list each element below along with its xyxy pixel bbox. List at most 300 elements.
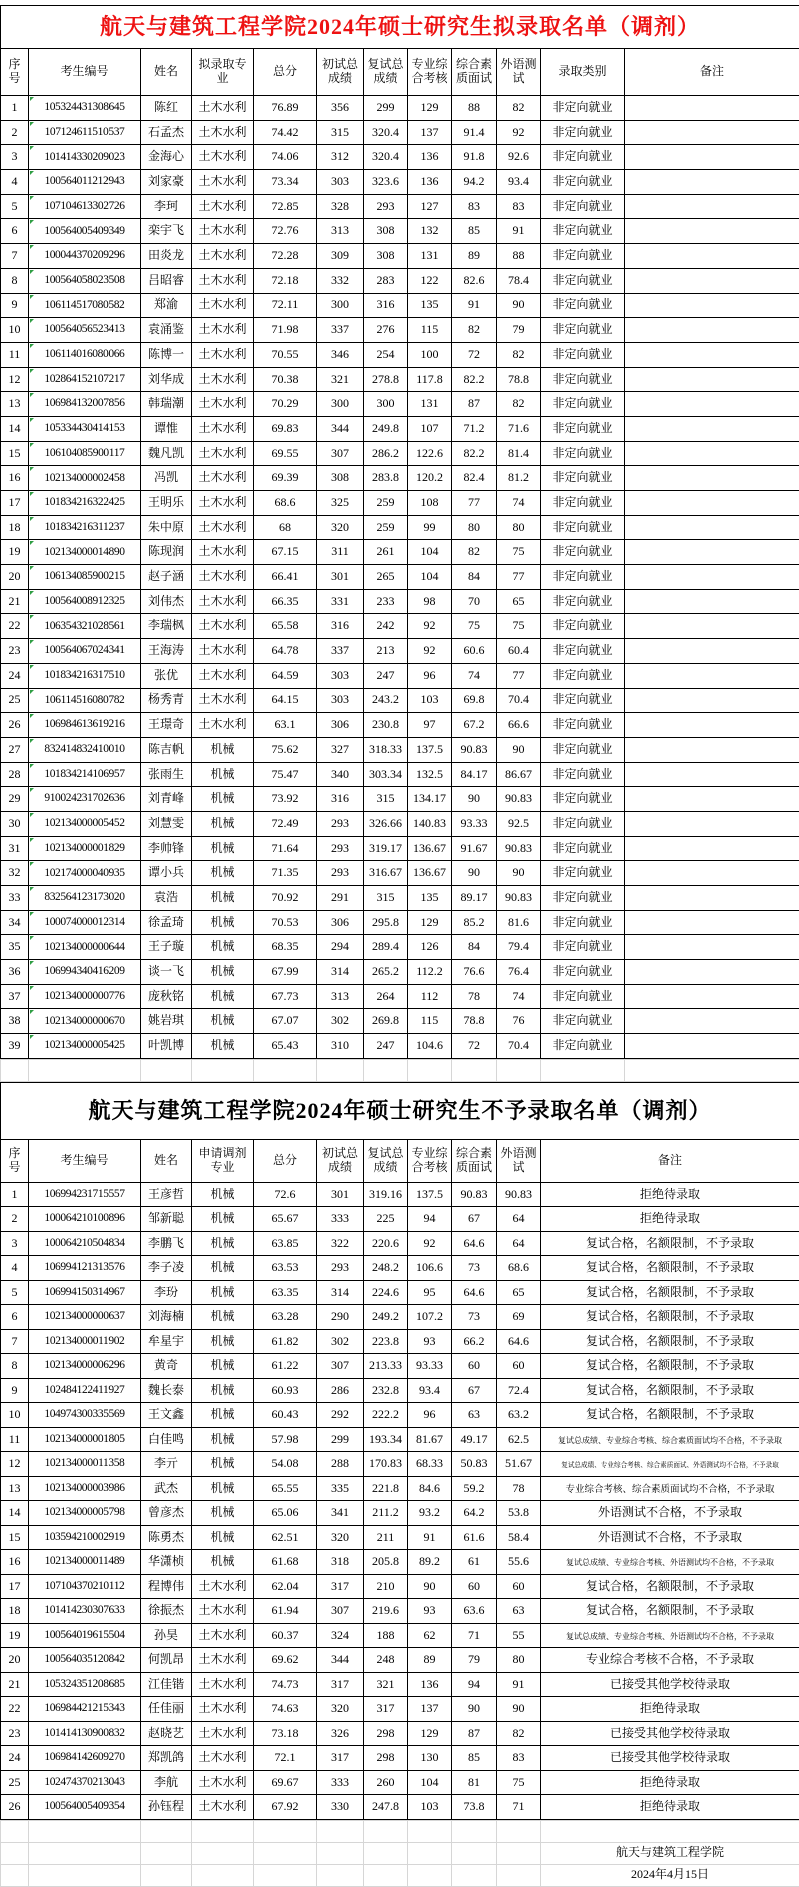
cell-quality-interview: 84 xyxy=(452,935,497,960)
empty-cell xyxy=(254,1864,317,1886)
stored-as-text-flag-icon xyxy=(30,936,34,940)
cell-initial-test-score: 306 xyxy=(317,713,364,738)
cell-name: 李航 xyxy=(141,1770,192,1795)
table-row xyxy=(1,1427,799,1452)
cell-major: 土木水利 xyxy=(192,663,254,688)
cell-total-score: 73.92 xyxy=(254,787,317,812)
cell-retest-score: 319.17 xyxy=(364,836,408,861)
cell-foreign-language-test: 53.8 xyxy=(497,1501,541,1526)
cell-foreign-language-test: 75 xyxy=(497,540,541,565)
cell-professional-assessment: 112.2 xyxy=(408,960,452,985)
cell-professional-assessment: 129 xyxy=(408,910,452,935)
cell-initial-test-score: 316 xyxy=(317,614,364,639)
cell-foreign-language-test: 88 xyxy=(497,244,541,269)
cell-seq: 10 xyxy=(1,318,29,343)
table2-title-row xyxy=(1,1082,799,1139)
cell-quality-interview: 67.2 xyxy=(452,713,497,738)
cell-name: 刘慧雯 xyxy=(141,811,192,836)
empty-cell xyxy=(192,1864,254,1886)
cell-name: 郑渝 xyxy=(141,293,192,318)
column-header: 备注 xyxy=(625,49,799,96)
cell-seq: 27 xyxy=(1,737,29,762)
cell-professional-assessment: 137 xyxy=(408,1697,452,1722)
cell-retest-score: 243.2 xyxy=(364,688,408,713)
cell-name: 孙钰程 xyxy=(141,1795,192,1820)
cell-initial-test-score: 318 xyxy=(317,1550,364,1575)
cell-professional-assessment: 126 xyxy=(408,935,452,960)
cell-quality-interview: 91.4 xyxy=(452,120,497,145)
cell-foreign-language-test: 82 xyxy=(497,1721,541,1746)
cell-admission-category: 非定向就业 xyxy=(541,663,625,688)
footer-date-row xyxy=(1,1864,799,1886)
cell-initial-test-score: 301 xyxy=(317,565,364,590)
cell-remark: 外语测试不合格，不予录取 xyxy=(541,1525,799,1550)
cell-quality-interview: 85 xyxy=(452,1746,497,1771)
cell-remark: 外语测试不合格，不予录取 xyxy=(541,1501,799,1526)
table-row xyxy=(1,811,799,836)
cell-professional-assessment: 137.5 xyxy=(408,737,452,762)
cell-remark: 复试合格，名额限制，不予录取 xyxy=(541,1256,799,1281)
cell-major: 机械 xyxy=(192,1550,254,1575)
cell-total-score: 65.43 xyxy=(254,1034,317,1059)
cell-candidate-id: 106994121313576 xyxy=(29,1256,141,1281)
cell-initial-test-score: 301 xyxy=(317,1182,364,1207)
cell-remark: 专业综合考核不合格，不予录取 xyxy=(541,1648,799,1673)
cell-total-score: 65.06 xyxy=(254,1501,317,1526)
cell-professional-assessment: 89.2 xyxy=(408,1550,452,1575)
cell-admission-category: 非定向就业 xyxy=(541,960,625,985)
stored-as-text-flag-icon xyxy=(30,887,34,891)
cell-admission-category: 非定向就业 xyxy=(541,589,625,614)
cell-quality-interview: 91 xyxy=(452,293,497,318)
cell-retest-score: 219.6 xyxy=(364,1599,408,1624)
cell-quality-interview: 67 xyxy=(452,1378,497,1403)
empty-cell xyxy=(1,1864,29,1886)
cell-major: 土木水利 xyxy=(192,244,254,269)
cell-initial-test-score: 292 xyxy=(317,1403,364,1428)
cell-foreign-language-test: 62.5 xyxy=(497,1427,541,1452)
cell-total-score: 76.89 xyxy=(254,96,317,121)
cell-quality-interview: 78.8 xyxy=(452,1009,497,1034)
stored-as-text-flag-icon xyxy=(30,591,34,595)
cell-professional-assessment: 140.83 xyxy=(408,811,452,836)
cell-foreign-language-test: 90 xyxy=(497,737,541,762)
cell-name: 姚岩琪 xyxy=(141,1009,192,1034)
table-row xyxy=(1,194,799,219)
cell-admission-category: 非定向就业 xyxy=(541,293,625,318)
cell-foreign-language-test: 81.2 xyxy=(497,466,541,491)
cell-remark xyxy=(625,713,799,738)
cell-major: 机械 xyxy=(192,1501,254,1526)
cell-total-score: 70.55 xyxy=(254,342,317,367)
cell-seq: 33 xyxy=(1,886,29,911)
cell-total-score: 69.55 xyxy=(254,441,317,466)
cell-candidate-id: 101834214106957 xyxy=(29,762,141,787)
cell-quality-interview: 88 xyxy=(452,96,497,121)
cell-quality-interview: 73 xyxy=(452,1256,497,1281)
cell-quality-interview: 66.2 xyxy=(452,1329,497,1354)
stored-as-text-flag-icon xyxy=(30,270,34,274)
cell-foreign-language-test: 82 xyxy=(497,392,541,417)
table-row xyxy=(1,1721,799,1746)
cell-candidate-id: 100564056523413 xyxy=(29,318,141,343)
empty-cell xyxy=(29,1059,141,1081)
cell-initial-test-score: 286 xyxy=(317,1378,364,1403)
cell-candidate-id: 100564067024341 xyxy=(29,639,141,664)
empty-cell xyxy=(192,1820,254,1842)
cell-total-score: 67.73 xyxy=(254,984,317,1009)
cell-candidate-id: 105324351208685 xyxy=(29,1672,141,1697)
cell-initial-test-score: 311 xyxy=(317,540,364,565)
empty-cell xyxy=(625,1059,799,1081)
stored-as-text-flag-icon xyxy=(30,862,34,866)
cell-retest-score: 221.8 xyxy=(364,1476,408,1501)
table-row xyxy=(1,960,799,985)
cell-initial-test-score: 331 xyxy=(317,589,364,614)
cell-foreign-language-test: 76 xyxy=(497,1009,541,1034)
cell-remark: 拒绝待录取 xyxy=(541,1182,799,1207)
cell-foreign-language-test: 79.4 xyxy=(497,935,541,960)
cell-professional-assessment: 136 xyxy=(408,145,452,170)
cell-quality-interview: 59.2 xyxy=(452,1476,497,1501)
cell-initial-test-score: 337 xyxy=(317,318,364,343)
cell-name: 袁涌鉴 xyxy=(141,318,192,343)
cell-total-score: 63.28 xyxy=(254,1305,317,1330)
cell-admission-category: 非定向就业 xyxy=(541,639,625,664)
cell-retest-score: 247.8 xyxy=(364,1795,408,1820)
cell-candidate-id: 102134000001805 xyxy=(29,1427,141,1452)
cell-professional-assessment: 132.5 xyxy=(408,762,452,787)
cell-initial-test-score: 324 xyxy=(317,1623,364,1648)
cell-foreign-language-test: 86.67 xyxy=(497,762,541,787)
cell-admission-category: 非定向就业 xyxy=(541,762,625,787)
cell-candidate-id: 102864152107217 xyxy=(29,367,141,392)
cell-professional-assessment: 92 xyxy=(408,639,452,664)
cell-candidate-id: 910024231702636 xyxy=(29,787,141,812)
cell-remark xyxy=(625,170,799,195)
cell-seq: 8 xyxy=(1,268,29,293)
cell-remark xyxy=(625,910,799,935)
table-row xyxy=(1,540,799,565)
cell-foreign-language-test: 90.83 xyxy=(497,787,541,812)
cell-candidate-id: 101834216311237 xyxy=(29,515,141,540)
cell-remark: 拒绝待录取 xyxy=(541,1770,799,1795)
cell-admission-category: 非定向就业 xyxy=(541,392,625,417)
empty-cell xyxy=(1,1820,29,1842)
cell-retest-score: 210 xyxy=(364,1574,408,1599)
cell-professional-assessment: 127 xyxy=(408,194,452,219)
cell-quality-interview: 80 xyxy=(452,515,497,540)
cell-remark: 拒绝待录取 xyxy=(541,1207,799,1232)
cell-name: 张雨生 xyxy=(141,762,192,787)
column-header: 总分 xyxy=(254,1139,317,1182)
cell-total-score: 62.51 xyxy=(254,1525,317,1550)
cell-seq: 20 xyxy=(1,1648,29,1673)
cell-major: 土木水利 xyxy=(192,1648,254,1673)
table-row xyxy=(1,762,799,787)
cell-retest-score: 193.34 xyxy=(364,1427,408,1452)
cell-seq: 2 xyxy=(1,120,29,145)
cell-professional-assessment: 81.67 xyxy=(408,1427,452,1452)
stored-as-text-flag-icon xyxy=(30,344,34,348)
cell-total-score: 54.08 xyxy=(254,1452,317,1477)
cell-name: 白佳鸣 xyxy=(141,1427,192,1452)
table1-title-row xyxy=(1,6,799,49)
cell-initial-test-score: 333 xyxy=(317,1207,364,1232)
cell-total-score: 63.85 xyxy=(254,1231,317,1256)
cell-major: 土木水利 xyxy=(192,565,254,590)
cell-candidate-id: 102134000003986 xyxy=(29,1476,141,1501)
cell-initial-test-score: 356 xyxy=(317,96,364,121)
cell-remark xyxy=(625,466,799,491)
cell-total-score: 71.98 xyxy=(254,318,317,343)
cell-major: 机械 xyxy=(192,1525,254,1550)
cell-remark: 复试合格，名额限制，不予录取 xyxy=(541,1378,799,1403)
table-row xyxy=(1,318,799,343)
cell-major: 机械 xyxy=(192,1034,254,1059)
cell-major: 土木水利 xyxy=(192,1672,254,1697)
cell-seq: 24 xyxy=(1,663,29,688)
cell-seq: 28 xyxy=(1,762,29,787)
cell-seq: 13 xyxy=(1,1476,29,1501)
cell-initial-test-score: 320 xyxy=(317,1697,364,1722)
cell-initial-test-score: 344 xyxy=(317,1648,364,1673)
cell-professional-assessment: 94 xyxy=(408,1207,452,1232)
cell-seq: 22 xyxy=(1,1697,29,1722)
cell-seq: 18 xyxy=(1,515,29,540)
column-header: 初试总成绩 xyxy=(317,49,364,96)
cell-candidate-id: 106134085900215 xyxy=(29,565,141,590)
stored-as-text-flag-icon xyxy=(30,171,34,175)
cell-foreign-language-test: 75 xyxy=(497,1770,541,1795)
empty-cell xyxy=(317,1842,364,1864)
cell-professional-assessment: 103 xyxy=(408,688,452,713)
empty-cell xyxy=(1,1059,29,1081)
cell-seq: 9 xyxy=(1,1378,29,1403)
cell-professional-assessment: 131 xyxy=(408,244,452,269)
cell-candidate-id: 100564058023508 xyxy=(29,268,141,293)
cell-foreign-language-test: 77 xyxy=(497,663,541,688)
cell-major: 机械 xyxy=(192,1378,254,1403)
cell-major: 土木水利 xyxy=(192,1795,254,1820)
cell-foreign-language-test: 68.6 xyxy=(497,1256,541,1281)
cell-total-score: 57.98 xyxy=(254,1427,317,1452)
cell-total-score: 72.76 xyxy=(254,219,317,244)
cell-name: 程博伟 xyxy=(141,1574,192,1599)
cell-foreign-language-test: 90 xyxy=(497,1697,541,1722)
cell-quality-interview: 72 xyxy=(452,342,497,367)
cell-total-score: 67.92 xyxy=(254,1795,317,1820)
cell-candidate-id: 104974300335569 xyxy=(29,1403,141,1428)
cell-seq: 23 xyxy=(1,639,29,664)
cell-seq: 5 xyxy=(1,194,29,219)
cell-name: 陈博一 xyxy=(141,342,192,367)
cell-remark: 已接受其他学校待录取 xyxy=(541,1672,799,1697)
cell-candidate-id: 105324431308645 xyxy=(29,96,141,121)
cell-name: 王子璇 xyxy=(141,935,192,960)
column-header: 录取类别 xyxy=(541,49,625,96)
cell-admission-category: 非定向就业 xyxy=(541,491,625,516)
cell-total-score: 63.53 xyxy=(254,1256,317,1281)
cell-retest-score: 286.2 xyxy=(364,441,408,466)
table-row xyxy=(1,145,799,170)
empty-cell xyxy=(317,1820,364,1842)
cell-professional-assessment: 135 xyxy=(408,293,452,318)
cell-major: 机械 xyxy=(192,1280,254,1305)
cell-initial-test-score: 307 xyxy=(317,1354,364,1379)
cell-remark: 复试合格，名额限制，不予录取 xyxy=(541,1599,799,1624)
cell-seq: 24 xyxy=(1,1746,29,1771)
cell-seq: 20 xyxy=(1,565,29,590)
cell-seq: 3 xyxy=(1,1231,29,1256)
cell-remark: 复试总成绩、专业综合考核、外语测试均不合格，不予录取 xyxy=(541,1623,799,1648)
cell-candidate-id: 106994150314967 xyxy=(29,1280,141,1305)
cell-admission-category: 非定向就业 xyxy=(541,910,625,935)
stored-as-text-flag-icon xyxy=(30,541,34,545)
cell-name: 黄奇 xyxy=(141,1354,192,1379)
cell-seq: 2 xyxy=(1,1207,29,1232)
cell-admission-category: 非定向就业 xyxy=(541,565,625,590)
cell-professional-assessment: 95 xyxy=(408,1280,452,1305)
cell-admission-category: 非定向就业 xyxy=(541,886,625,911)
cell-foreign-language-test: 60 xyxy=(497,1354,541,1379)
cell-major: 土木水利 xyxy=(192,1746,254,1771)
cell-initial-test-score: 314 xyxy=(317,1280,364,1305)
cell-total-score: 67.15 xyxy=(254,540,317,565)
cell-major: 机械 xyxy=(192,787,254,812)
cell-major: 土木水利 xyxy=(192,1599,254,1624)
stored-as-text-flag-icon xyxy=(30,961,34,965)
cell-total-score: 61.94 xyxy=(254,1599,317,1624)
empty-cell xyxy=(192,1059,254,1081)
cell-foreign-language-test: 92.6 xyxy=(497,145,541,170)
cell-remark xyxy=(625,441,799,466)
cell-professional-assessment: 136.67 xyxy=(408,861,452,886)
table-row xyxy=(1,342,799,367)
empty-cell xyxy=(1,1842,29,1864)
cell-candidate-id: 106114516080782 xyxy=(29,688,141,713)
table-row xyxy=(1,1795,799,1820)
cell-remark xyxy=(625,416,799,441)
table-row xyxy=(1,441,799,466)
cell-major: 机械 xyxy=(192,910,254,935)
stored-as-text-flag-icon xyxy=(30,517,34,521)
cell-retest-score: 320.4 xyxy=(364,120,408,145)
table-row xyxy=(1,1231,799,1256)
cell-quality-interview: 87 xyxy=(452,392,497,417)
table-row xyxy=(1,1623,799,1648)
cell-foreign-language-test: 64 xyxy=(497,1207,541,1232)
cell-retest-score: 308 xyxy=(364,244,408,269)
cell-foreign-language-test: 60 xyxy=(497,1574,541,1599)
cell-total-score: 71.35 xyxy=(254,861,317,886)
cell-name: 江佳锴 xyxy=(141,1672,192,1697)
cell-total-score: 66.41 xyxy=(254,565,317,590)
cell-retest-score: 249.8 xyxy=(364,416,408,441)
cell-remark xyxy=(625,663,799,688)
stored-as-text-flag-icon xyxy=(30,245,34,249)
cell-admission-category: 非定向就业 xyxy=(541,1034,625,1059)
cell-remark xyxy=(625,787,799,812)
cell-foreign-language-test: 55.6 xyxy=(497,1550,541,1575)
cell-initial-test-score: 320 xyxy=(317,515,364,540)
cell-total-score: 65.67 xyxy=(254,1207,317,1232)
cell-remark: 复试总成绩、专业综合考核、综合素质面试均不合格，不予录取 xyxy=(541,1427,799,1452)
cell-seq: 21 xyxy=(1,589,29,614)
cell-candidate-id: 102134000006296 xyxy=(29,1354,141,1379)
cell-remark xyxy=(625,960,799,985)
cell-initial-test-score: 288 xyxy=(317,1452,364,1477)
cell-seq: 15 xyxy=(1,1525,29,1550)
cell-initial-test-score: 299 xyxy=(317,1427,364,1452)
empty-cell xyxy=(192,1842,254,1864)
cell-candidate-id: 102134000002458 xyxy=(29,466,141,491)
cell-candidate-id: 101834216322425 xyxy=(29,491,141,516)
cell-seq: 39 xyxy=(1,1034,29,1059)
cell-initial-test-score: 325 xyxy=(317,491,364,516)
cell-candidate-id: 102174000040935 xyxy=(29,861,141,886)
cell-name: 华潇桢 xyxy=(141,1550,192,1575)
cell-retest-score: 298 xyxy=(364,1721,408,1746)
cell-retest-score: 223.8 xyxy=(364,1329,408,1354)
cell-foreign-language-test: 93.4 xyxy=(497,170,541,195)
cell-professional-assessment: 104 xyxy=(408,1770,452,1795)
cell-retest-score: 308 xyxy=(364,219,408,244)
cell-seq: 38 xyxy=(1,1009,29,1034)
stored-as-text-flag-icon xyxy=(30,122,34,126)
cell-candidate-id: 102134000000644 xyxy=(29,935,141,960)
cell-total-score: 61.68 xyxy=(254,1550,317,1575)
cell-professional-assessment: 93.33 xyxy=(408,1354,452,1379)
cell-initial-test-score: 344 xyxy=(317,416,364,441)
cell-retest-score: 319.16 xyxy=(364,1182,408,1207)
cell-remark xyxy=(625,836,799,861)
column-header: 姓名 xyxy=(141,49,192,96)
column-header: 综合素质面试 xyxy=(452,1139,497,1182)
cell-name: 刘青峰 xyxy=(141,787,192,812)
cell-foreign-language-test: 83 xyxy=(497,194,541,219)
cell-retest-score: 315 xyxy=(364,787,408,812)
cell-quality-interview: 63.6 xyxy=(452,1599,497,1624)
rejection-table xyxy=(0,1082,799,1820)
cell-remark: 拒绝待录取 xyxy=(541,1795,799,1820)
cell-name: 魏凡凯 xyxy=(141,441,192,466)
empty-cell xyxy=(497,1820,541,1842)
cell-initial-test-score: 322 xyxy=(317,1231,364,1256)
cell-retest-score: 225 xyxy=(364,1207,408,1232)
cell-candidate-id: 107124611510537 xyxy=(29,120,141,145)
cell-admission-category: 非定向就业 xyxy=(541,268,625,293)
cell-seq: 12 xyxy=(1,1452,29,1477)
cell-retest-score: 261 xyxy=(364,540,408,565)
cell-retest-score: 205.8 xyxy=(364,1550,408,1575)
cell-professional-assessment: 93.2 xyxy=(408,1501,452,1526)
cell-total-score: 64.15 xyxy=(254,688,317,713)
cell-professional-assessment: 112 xyxy=(408,984,452,1009)
table2-body xyxy=(1,1182,799,1819)
cell-professional-assessment: 137 xyxy=(408,120,452,145)
cell-name: 吕昭睿 xyxy=(141,268,192,293)
cell-total-score: 67.99 xyxy=(254,960,317,985)
cell-initial-test-score: 302 xyxy=(317,1329,364,1354)
cell-candidate-id: 106114517080582 xyxy=(29,293,141,318)
cell-name: 任佳丽 xyxy=(141,1697,192,1722)
column-header: 申请调剂专业 xyxy=(192,1139,254,1182)
cell-retest-score: 247 xyxy=(364,1034,408,1059)
cell-major: 土木水利 xyxy=(192,491,254,516)
table-row xyxy=(1,984,799,1009)
column-header: 备注 xyxy=(541,1139,799,1182)
